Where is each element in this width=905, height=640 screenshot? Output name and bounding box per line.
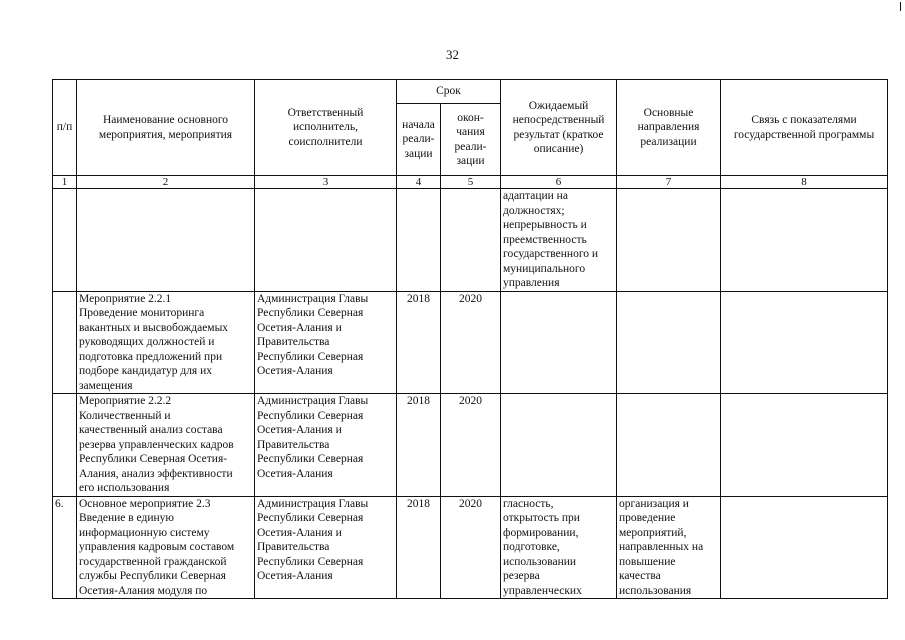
row-end: 2020 <box>441 496 501 599</box>
row-start: 2018 <box>397 394 441 497</box>
row-executor <box>255 189 397 292</box>
column-number: 6 <box>501 176 617 189</box>
row-num <box>53 189 77 292</box>
row-start <box>397 189 441 292</box>
header-result: Ожидаемый непосредственный результат (краткое описание) <box>501 80 617 176</box>
row-num <box>53 394 77 497</box>
row-executor: Администрация Главы Республики Северная Осетия-Алания и Правительства Республики Северная Осетия-Алания <box>255 496 397 599</box>
row-executor: Администрация Главы Республики Северная Осетия-Алания и Правительства Республики Северная Осетия-Алания <box>255 291 397 394</box>
row-num <box>53 291 77 394</box>
row-executor: Администрация Главы Республики Северная Осетия-Алания и Правительства Республики Северная Осетия-Алания <box>255 394 397 497</box>
row-link <box>721 496 888 599</box>
column-number: 1 <box>53 176 77 189</box>
page-number: 32 <box>446 47 459 62</box>
row-directions <box>617 189 721 292</box>
row-directions <box>617 291 721 394</box>
header-row-top <box>53 80 888 104</box>
column-number: 5 <box>441 176 501 189</box>
row-result <box>501 291 617 394</box>
table-row <box>53 189 888 292</box>
row-end: 2020 <box>441 291 501 394</box>
row-name: Мероприятие 2.2.1 Проведение мониторинга вакантных и высвобождаемых руководящих должностей и подготовка предложений при подборе кандидатур для их замещения <box>77 291 255 394</box>
table-row <box>53 394 888 497</box>
scan-edge-mark <box>900 2 901 11</box>
activities-table <box>52 79 888 599</box>
row-directions <box>617 394 721 497</box>
row-result: адаптации на должностях; непрерывность и преемственность государственного и муниципального управления <box>501 189 617 292</box>
table-row <box>53 291 888 394</box>
row-num: 6. <box>53 496 77 599</box>
row-link <box>721 291 888 394</box>
row-name <box>77 189 255 292</box>
row-result <box>501 394 617 497</box>
header-num: п/п <box>53 80 77 176</box>
row-end <box>441 189 501 292</box>
row-start: 2018 <box>397 291 441 394</box>
row-end: 2020 <box>441 394 501 497</box>
header-end: окон- чания реали- зации <box>441 104 501 176</box>
column-number: 2 <box>77 176 255 189</box>
row-directions: организация и проведение мероприятий, направленных на повышение качества использования <box>617 496 721 599</box>
header-term: Срок <box>397 80 501 104</box>
column-number: 4 <box>397 176 441 189</box>
column-number: 8 <box>721 176 888 189</box>
header-link: Связь с показателями государственной программы <box>721 80 888 176</box>
row-result: гласность, открытость при формировании, подготовке, использовании резерва управленческих <box>501 496 617 599</box>
column-number: 3 <box>255 176 397 189</box>
row-link <box>721 394 888 497</box>
row-link <box>721 189 888 292</box>
header-name: Наименование основного мероприятия, мероприятия <box>77 80 255 176</box>
header-start: начала реали- зации <box>397 104 441 176</box>
column-number: 7 <box>617 176 721 189</box>
header-executor: Ответственный исполнитель, соисполнители <box>255 80 397 176</box>
row-name: Основное мероприятие 2.3 Введение в единую информационную систему управления кадровым составом государственной гражданской службы Республики Северная Осетия-Алания модуля по <box>77 496 255 599</box>
row-name: Мероприятие 2.2.2 Количественный и качественный анализ состава резерва управленческих кадров Республики Северная Осетия- Алания, анализ эффективности его использования <box>77 394 255 497</box>
column-number-row <box>53 176 888 189</box>
table-row <box>53 496 888 599</box>
header-directions: Основные направления реализации <box>617 80 721 176</box>
row-start: 2018 <box>397 496 441 599</box>
